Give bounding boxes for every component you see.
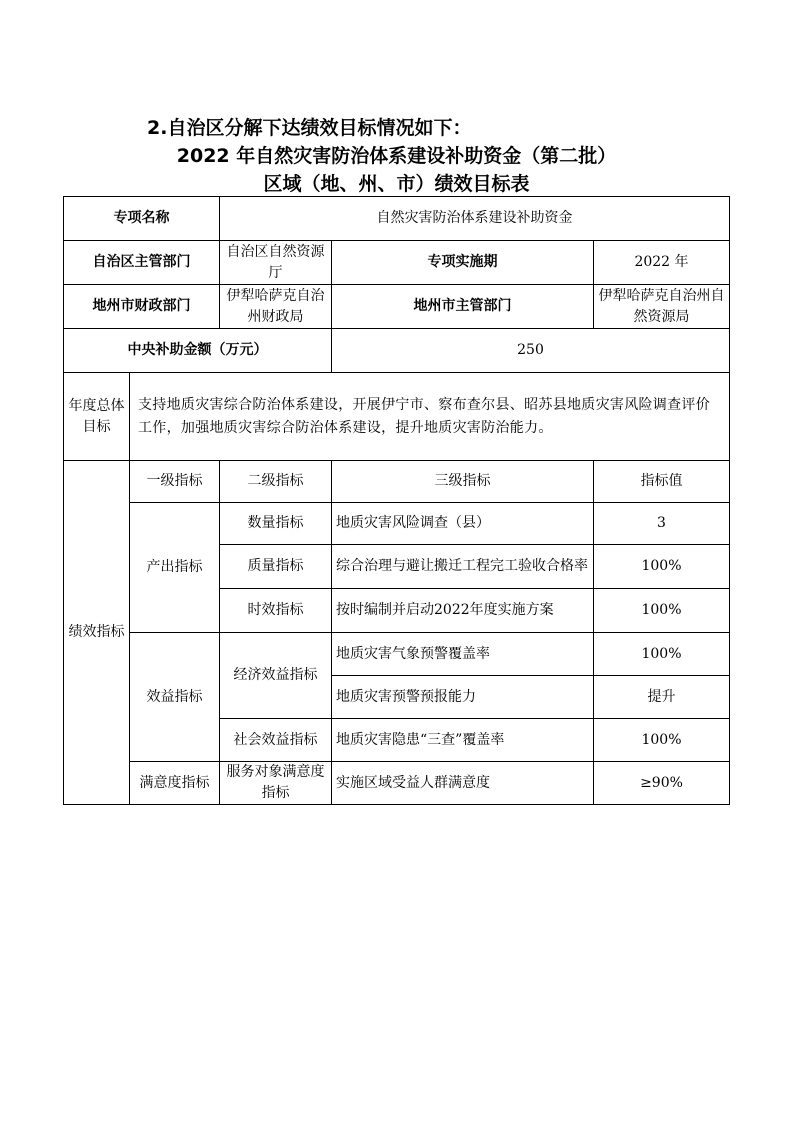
indicator-value: 提升 [594,676,730,719]
indicator-value: 100% [594,545,730,589]
indicator-level3: 按时编制并启动2022年度实施方案 [332,589,594,633]
finance-dept-label: 地州市财政部门 [64,285,220,329]
region-dept-value: 自治区自然资源厅 [220,241,332,285]
section-heading: 2.自治区分解下达绩效目标情况如下： [147,117,472,139]
indicator-level3: 地质灾害预警预报能力 [332,676,594,719]
indicator-level2: 时效指标 [220,589,332,633]
table-title-line1: 2022 年自然灾害防治体系建设补助资金（第二批） [176,145,617,167]
project-name-label: 专项名称 [64,197,220,241]
header-value: 指标值 [594,461,730,503]
table-title-line2: 区域（地、州、市）绩效目标表 [263,173,530,195]
indicators-section-label: 绩效指标 [64,461,130,805]
benefit-indicator-label: 效益指标 [130,633,220,762]
performance-target-table [63,196,730,805]
header-level3: 三级指标 [332,461,594,503]
indicator-level2: 质量指标 [220,545,332,589]
amount-value: 250 [332,329,730,373]
output-indicator-label: 产出指标 [130,503,220,633]
satisfaction-indicator-label: 满意度指标 [130,762,220,805]
indicator-level3: 地质灾害气象预警覆盖率 [332,633,594,676]
header-level1: 一级指标 [130,461,220,503]
indicator-value: 100% [594,719,730,762]
city-dept-value: 伊犁哈萨克自治州自然资源局 [594,285,730,329]
finance-dept-value: 伊犁哈萨克自治州财政局 [220,285,332,329]
city-dept-label: 地州市主管部门 [332,285,594,329]
indicator-level3: 实施区域受益人群满意度 [332,762,594,805]
amount-label: 中央补助金额（万元） [64,329,332,373]
indicator-level2: 社会效益指标 [220,719,332,762]
period-label: 专项实施期 [332,241,594,285]
indicator-level3: 综合治理与避让搬迁工程完工验收合格率 [332,545,594,589]
indicator-level2: 数量指标 [220,503,332,545]
goal-value: 支持地质灾害综合防治体系建设，开展伊宁市、察布查尔县、昭苏县地质灾害风险调查评价工作，加强地质灾害综合防治体系建设，提升地质灾害防治能力。 [130,373,730,461]
project-name-value: 自然灾害防治体系建设补助资金 [220,197,730,241]
indicator-value: 100% [594,633,730,676]
indicator-value: 100% [594,589,730,633]
economic-benefit-label: 经济效益指标 [220,633,332,719]
indicator-value: ≥90% [594,762,730,805]
period-value: 2022 年 [594,241,730,285]
header-level2: 二级指标 [220,461,332,503]
indicator-level2: 服务对象满意度指标 [220,762,332,805]
indicator-level3: 地质灾害隐患“三查”覆盖率 [332,719,594,762]
region-dept-label: 自治区主管部门 [64,241,220,285]
indicator-level3: 地质灾害风险调查（县） [332,503,594,545]
indicator-value: 3 [594,503,730,545]
goal-label: 年度总体目标 [64,373,130,461]
